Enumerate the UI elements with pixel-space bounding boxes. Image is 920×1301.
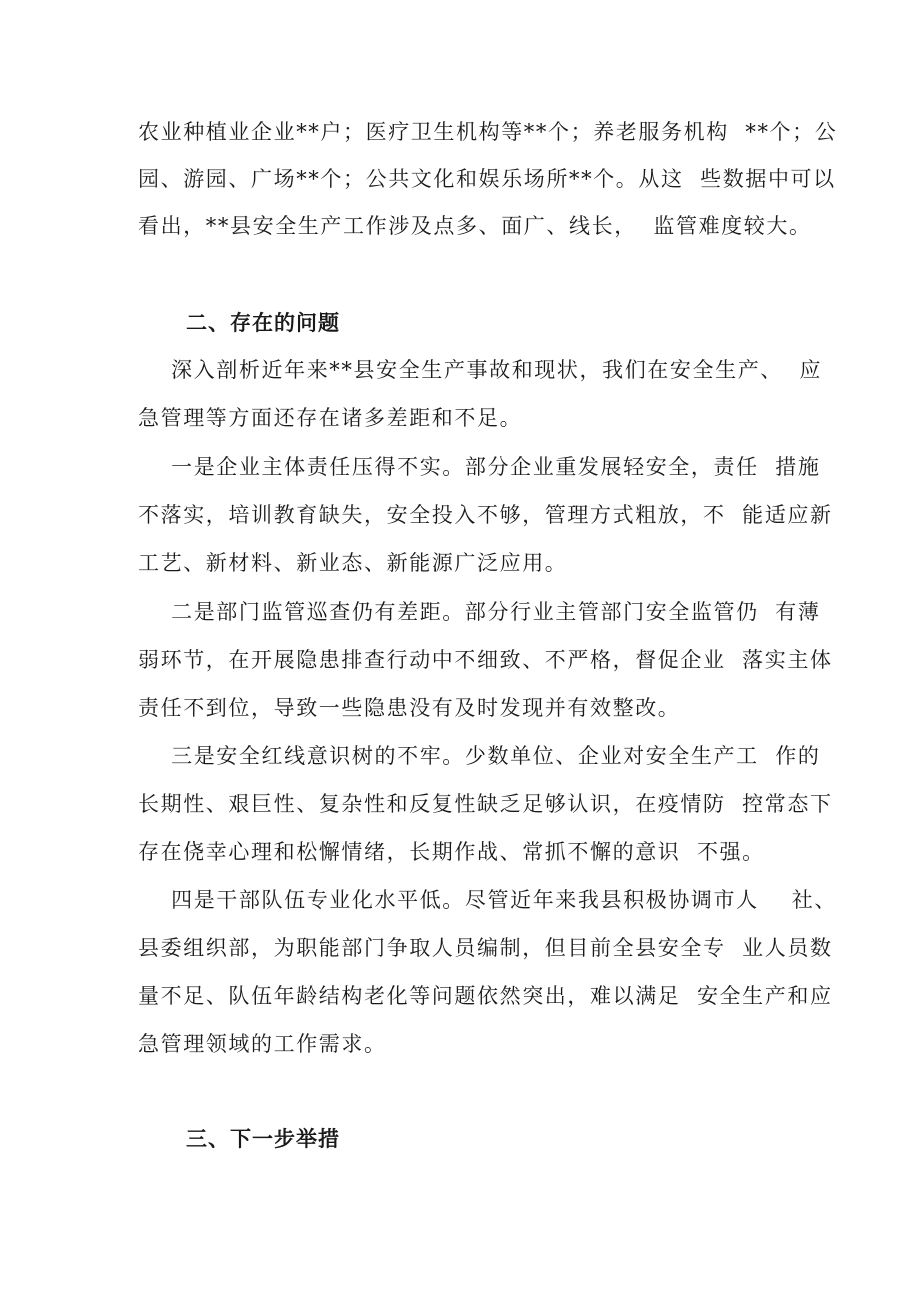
paragraph-line: 工艺、新材料、新业态、新能源广泛应用。	[138, 551, 568, 575]
intro-line-1: 农业种植业企业**户；医疗卫生机构等**个；养老服务机构 **个；公	[138, 120, 838, 144]
paragraph-line: 急管理领域的工作需求。	[138, 1032, 387, 1056]
paragraph-line: 弱环节，在开展隐患排查行动中不细致、不严格，督促企业 落实主体	[138, 648, 833, 672]
paragraph-line: 不落实，培训教育缺失，安全投入不够，管理方式粗放，不 能适应新	[138, 503, 833, 527]
paragraph-line: 量不足、队伍年龄结构老化等问题依然突出，难以满足 安全生产和应	[138, 984, 833, 1008]
intro-line-2: 园、游园、广场**个；公共文化和娱乐场所**个。从这 些数据中可以	[138, 167, 836, 191]
section-heading-next-steps: 三、下一步举措	[186, 1127, 340, 1151]
paragraph-line: 县委组织部，为职能部门争取人员编制，但目前全县安全专 业人员数	[138, 936, 833, 960]
paragraph-line: 长期性、艰巨性、复杂性和反复性缺乏足够认识，在疫情防 控常态下	[138, 792, 833, 816]
paragraph-line: 一是企业主体责任压得不实。部分企业重发展轻安全，责任 措施	[138, 455, 821, 479]
paragraph-line: 急管理等方面还存在诸多差距和不足。	[138, 406, 523, 430]
paragraph-line: 存在侥幸心理和松懈情绪，长期作战、常抓不懈的意识 不强。	[138, 840, 765, 864]
paragraph-line: 责任不到位，导致一些隐患没有及时发现并有效整改。	[138, 696, 681, 720]
paragraph-line: 四是干部队伍专业化水平低。尽管近年来我县积极协调市人 社、	[138, 888, 837, 912]
paragraph-line: 三是安全红线意识树的不牢。少数单位、企业对安全生产工 作的	[138, 744, 821, 768]
section-heading-problems: 二、存在的问题	[186, 311, 340, 335]
intro-line-3: 看出，**县安全生产工作涉及点多、面广、线长， 监管难度较大。	[138, 214, 812, 238]
paragraph-line: 深入剖析近年来**县安全生产事故和现状，我们在安全生产、 应	[138, 358, 823, 382]
paragraph-line: 二是部门监管巡查仍有差距。部分行业主管部门安全监管仍 有薄	[138, 600, 821, 624]
